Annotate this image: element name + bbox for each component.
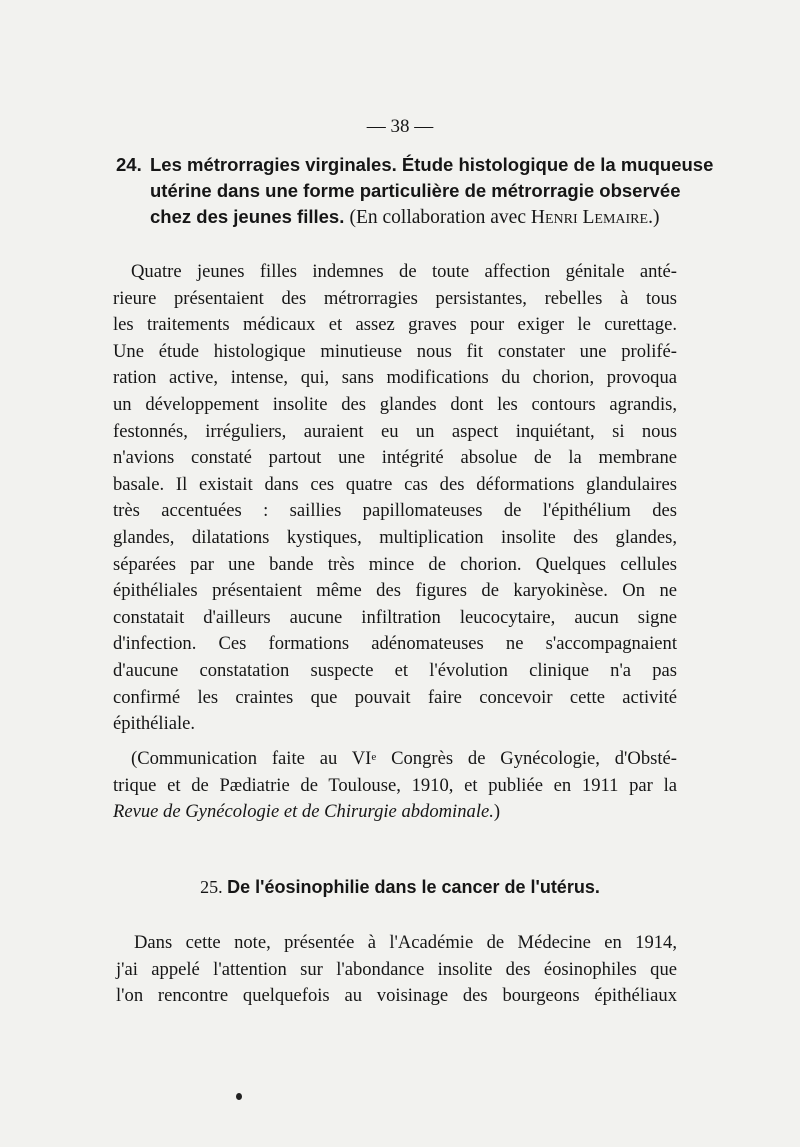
text-line: glandes, dilatations kystiques, multiplication insolite des glandes, [113,526,677,548]
collaboration-prefix: (En collaboration avec [349,207,531,228]
section-24-title-line: Les métrorragies virginales. Étude histologique de la muqueuse [150,154,714,175]
ink-speck [236,1093,242,1100]
section-25-number: 25. [200,877,223,897]
communication-text: (Communication faite au VI [131,748,372,769]
section-24-number: 24. [116,154,142,175]
text-line: Quatre jeunes filles indemnes de toute affection génitale anté- [131,261,677,282]
text-line: Une étude histologique minutieuse nous fit constater une prolifé- [113,340,677,362]
collaboration-suffix: .) [648,207,660,228]
closing-parenthesis: ) [493,801,501,823]
page-number: — 38 — [366,116,434,137]
section-24-heading [116,152,714,231]
paragraph-abstract [113,259,677,738]
text-line: trique et de Pædiatrie de Toulouse, 1910, et publiée en 1911 par la [113,774,677,796]
text-line: d'aucune constatation suspecte et l'évolution clinique n'a pas [113,659,677,681]
text-line: rieure présentaient des métrorragies persistantes, rebelles à tous [113,287,677,309]
section-24-title-line [116,204,676,231]
text-line: un développement insolite des glandes dont les contours agrandis, [113,393,677,415]
text-line [113,746,677,773]
collaborator-name: Henri Lemaire [530,207,649,228]
text-line: Dans cette note, présentée à l'Académie de Médecine en 1914, [134,932,677,953]
text-line: l'on rencontre quelquefois au voisinage des bourgeons épithéliaux [116,985,677,1007]
paragraph-communication-note [113,746,677,826]
section-25-heading [0,877,800,898]
text-line: basale. Il existait dans ces quatre cas des déformations glandulaires [113,473,677,495]
text-line: d'infection. Ces formations adénomateuses ne s'accompagnaient [113,633,677,655]
text-line: n'avions constaté partout une intégrité absolue de la membrane [113,447,677,469]
collaboration-note [349,207,659,228]
text-line: ration active, intense, qui, sans modifications du chorion, provoqua [113,367,677,389]
communication-text: Congrès de Gynécologie, d'Obsté- [376,748,677,769]
text-line: très accentuées : saillies papillomateuses de l'épithélium des [113,500,677,522]
text-line [113,799,677,826]
text-line: j'ai appelé l'attention sur l'abondance insolite des éosinophiles que [116,958,677,980]
section-24-title-line: utérine dans une forme particulière de métrorragie observée [150,180,681,201]
text-line: épithéliales présentaient même des figures de karyokinèse. On ne [113,580,677,602]
text-line: séparées par une bande très mince de chorion. Quelques cellules [113,553,677,575]
section-24-title-end: chez des jeunes filles. [150,206,345,227]
superscript: e [371,751,377,763]
journal-title: Revue de Gynécologie et de Chirurgie abdominale. [113,801,494,823]
paragraph-eosinophilia [116,930,677,1010]
text-line: les traitements médicaux et assez graves pour exiger le curettage. [113,314,677,336]
text-line: constatait d'ailleurs aucune infiltration leucocytaire, aucun signe [113,606,677,628]
text-line: épithéliale. [113,713,196,735]
text-line: confirmé les craintes que pouvait faire concevoir cette activité [113,686,677,708]
section-25-title: De l'éosinophilie dans le cancer de l'utérus. [227,877,600,897]
text-line: festonnés, irréguliers, auraient eu un aspect inquiétant, si nous [113,420,677,442]
